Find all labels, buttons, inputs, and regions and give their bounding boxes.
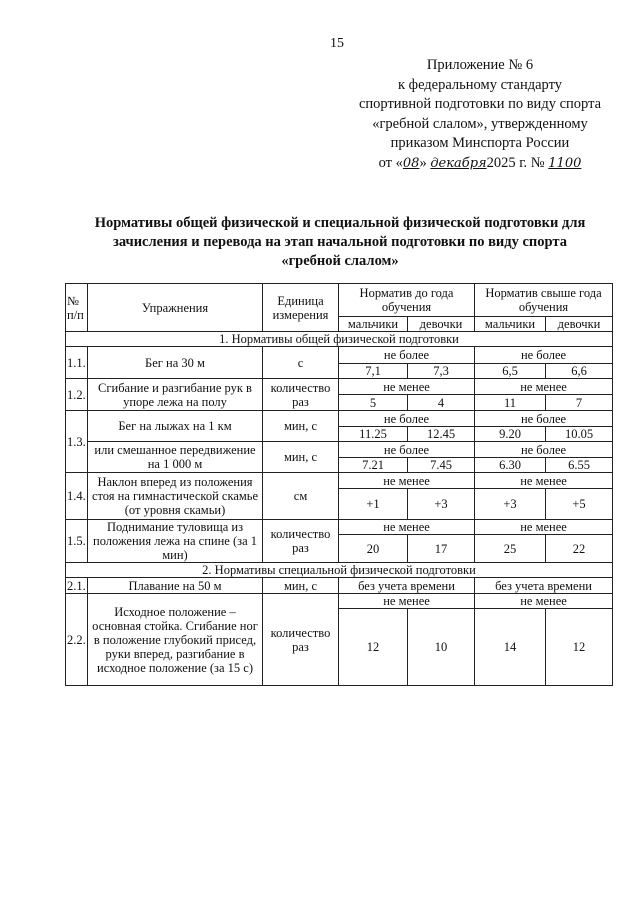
title-line: «гребной слалом» (281, 253, 399, 269)
norm-type: не более (339, 347, 475, 364)
norm-value: +5 (546, 489, 613, 520)
page-number: 15 (330, 36, 344, 51)
norm-value: 6.30 (475, 458, 546, 473)
row-num: 1.5. (66, 520, 88, 563)
exercise-name: Бег на лыжах на 1 км (88, 411, 263, 442)
header-num: № п/п (66, 284, 88, 332)
header-girls: девочки (546, 317, 613, 332)
norm-value: 22 (546, 535, 613, 563)
norm-type: без учета времени (339, 578, 475, 594)
norm-type: без учета времени (475, 578, 613, 594)
unit: количество раз (263, 594, 339, 686)
norm-value: 12 (339, 609, 408, 686)
date-year: 2025 г. № (486, 154, 545, 171)
exercise-name: Сгибание и разгибание рук в упоре лежа на полу (88, 379, 263, 411)
document-title (60, 214, 620, 271)
norm-type: не более (475, 411, 613, 427)
exercise-name: Исходное положение – основная стойка. Сгибание ног в положение глубокий присед, руки вперед, разгибание в исходное положение (за 15 с) (88, 594, 263, 686)
norm-value: +3 (475, 489, 546, 520)
row-num: 1.1. (66, 347, 88, 379)
date-mid: » (419, 154, 427, 171)
norm-value: +1 (339, 489, 408, 520)
handwritten-number: 1100 (548, 155, 582, 171)
norm-type: не менее (475, 520, 613, 535)
norm-value: 7,1 (339, 364, 408, 379)
table-row (66, 594, 613, 609)
header-group2: Норматив свыше года обучения (475, 284, 613, 317)
norm-value: 6,6 (546, 364, 613, 379)
standards-table (65, 283, 613, 686)
table-row (66, 578, 613, 594)
norm-value: +3 (408, 489, 475, 520)
header-boys: мальчики (339, 317, 408, 332)
exercise-name: или смешанное передвижение на 1 000 м (88, 442, 263, 473)
unit: мин, с (263, 578, 339, 594)
appendix-line: спортивной подготовки по виду спорта (358, 96, 602, 112)
norm-type: не менее (475, 473, 613, 489)
header-exercise: Упражнения (88, 284, 263, 332)
unit: мин, с (263, 442, 339, 473)
norm-type: не более (339, 442, 475, 458)
norm-type: не менее (339, 594, 475, 609)
unit: см (263, 473, 339, 520)
norm-value: 5 (339, 395, 408, 411)
norm-value: 11.25 (339, 427, 408, 442)
norm-value: 12 (546, 609, 613, 686)
norm-value: 7.45 (408, 458, 475, 473)
unit: мин, с (263, 411, 339, 442)
title-line: зачисления и перевода на этап начальной подготовки по виду спорта (113, 234, 567, 250)
table-row (66, 442, 613, 458)
norm-type: не менее (475, 379, 613, 395)
row-num: 2.2. (66, 594, 88, 686)
title-line: Нормативы общей физической и специальной физической подготовки для (94, 215, 586, 231)
section-heading: 2. Нормативы специальной физической подготовки (66, 563, 613, 578)
norm-type: не более (475, 442, 613, 458)
unit: количество раз (263, 379, 339, 411)
appendix-line: к федеральному стандарту (398, 76, 562, 93)
norm-value: 11 (475, 395, 546, 411)
norm-value: 25 (475, 535, 546, 563)
exercise-name: Бег на 30 м (88, 347, 263, 379)
unit: количество раз (263, 520, 339, 563)
handwritten-month: декабря (430, 155, 487, 171)
section-heading: 1. Нормативы общей физической подготовки (66, 332, 613, 347)
norm-value: 6.55 (546, 458, 613, 473)
norm-type: не менее (339, 520, 475, 535)
table-row (66, 347, 613, 364)
norm-type: не более (475, 347, 613, 364)
norm-value: 7 (546, 395, 613, 411)
header-girls: девочки (408, 317, 475, 332)
norm-value: 10.05 (546, 427, 613, 442)
table-row (66, 473, 613, 489)
exercise-name: Плавание на 50 м (88, 578, 263, 594)
header-unit: Единица измерения (263, 284, 339, 332)
exercise-name: Поднимание туловища из положения лежа на спине (за 1 мин) (88, 520, 263, 563)
norm-type: не менее (339, 473, 475, 489)
norm-value: 9.20 (475, 427, 546, 442)
norm-value: 12.45 (408, 427, 475, 442)
row-num: 1.3. (66, 411, 88, 473)
appendix-line: Приложение № 6 (426, 57, 534, 73)
norm-value: 20 (339, 535, 408, 563)
norm-value: 17 (408, 535, 475, 563)
table-row (66, 379, 613, 395)
appendix-header (330, 56, 630, 173)
handwritten-day: 08 (402, 155, 420, 171)
norm-type: не менее (475, 594, 613, 609)
norm-value: 7,3 (408, 364, 475, 379)
order-date-line (330, 154, 630, 174)
date-prefix: от « (378, 154, 403, 171)
norm-value: 14 (475, 609, 546, 686)
norm-type: не менее (339, 379, 475, 395)
table-row (66, 520, 613, 535)
header-boys: мальчики (475, 317, 546, 332)
row-num: 1.4. (66, 473, 88, 520)
norm-type: не более (339, 411, 475, 427)
appendix-line: приказом Минспорта России (390, 135, 570, 151)
row-num: 1.2. (66, 379, 88, 411)
norm-value: 7.21 (339, 458, 408, 473)
row-num: 2.1. (67, 578, 86, 593)
exercise-name: Наклон вперед из положения стоя на гимнастической скамье (от уровня скамьи) (88, 473, 263, 520)
appendix-line: «гребной слалом», утвержденному (372, 115, 588, 132)
norm-value: 10 (408, 609, 475, 686)
unit: с (263, 347, 339, 379)
norm-value: 6,5 (475, 364, 546, 379)
norm-value: 4 (408, 395, 475, 411)
table-row (66, 411, 613, 427)
header-group1: Норматив до года обучения (339, 284, 475, 317)
